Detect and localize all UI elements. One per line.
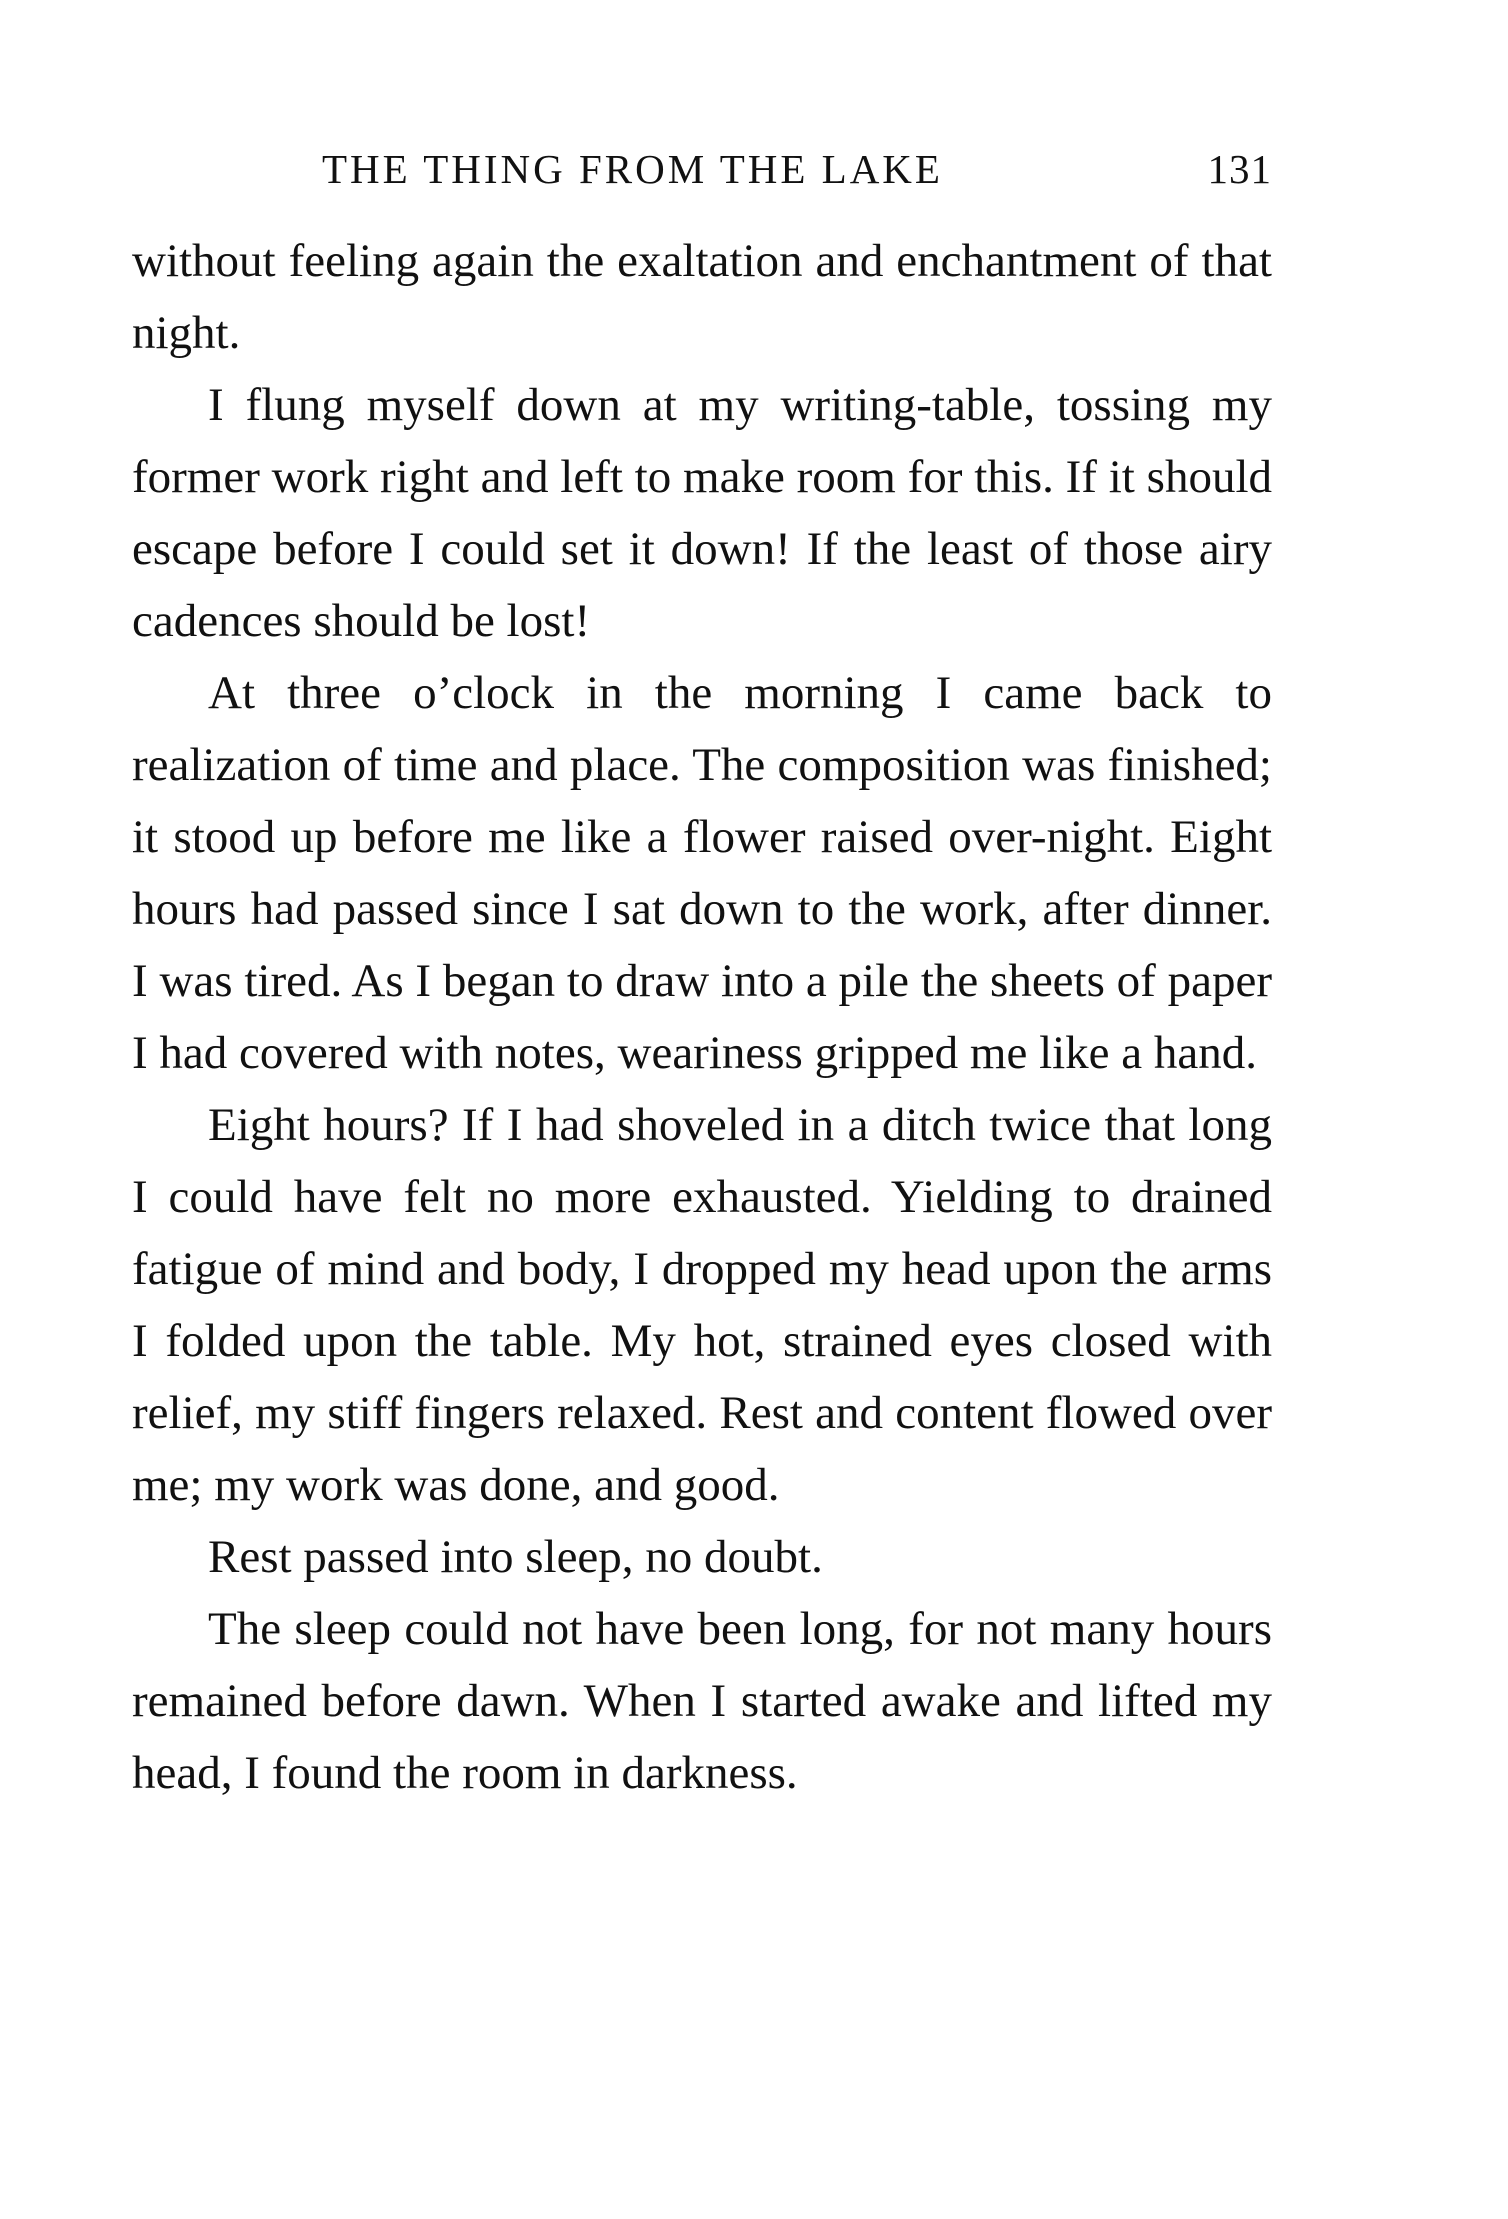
- paragraph: Rest passed into sleep, no doubt.: [208, 1531, 823, 1583]
- page-number: 131: [1207, 146, 1272, 192]
- paragraph: I flung myself down at my writing-table, tossing my former work right and left to make room for this. If it should escape before I could set it down! If the least of those airy cadences should be lost!: [132, 379, 1272, 647]
- running-title: THE THING FROM THE LAKE: [322, 146, 943, 192]
- running-head: [132, 145, 1272, 225]
- body-text: [132, 225, 1272, 1809]
- paragraph: Eight hours? If I had shoveled in a ditch twice that long I could have felt no more exhausted. Yielding to drained fatigue of mind and body, I dropped my head upon the arms I folded upon the table. My hot, strained eyes closed with relief, my stiff fingers relaxed. Rest and content flowed over me; my work was done, and good.: [132, 1099, 1272, 1511]
- paragraph: The sleep could not have been long, for not many hours remained before dawn. When I started awake and lifted my head, I found the room in darkness.: [132, 1603, 1272, 1799]
- paragraph-continued: without feeling again the exaltation and enchantment of that night.: [132, 235, 1272, 359]
- book-page: [132, 145, 1272, 1809]
- paragraph: At three o’clock in the morning I came back to realization of time and place. The composition was finished; it stood up before me like a flower raised over-night. Eight hours had passed since I sat down to the work, after dinner. I was tired. As I began to draw into a pile the sheets of paper I had covered with notes, weariness gripped me like a hand.: [132, 667, 1272, 1079]
